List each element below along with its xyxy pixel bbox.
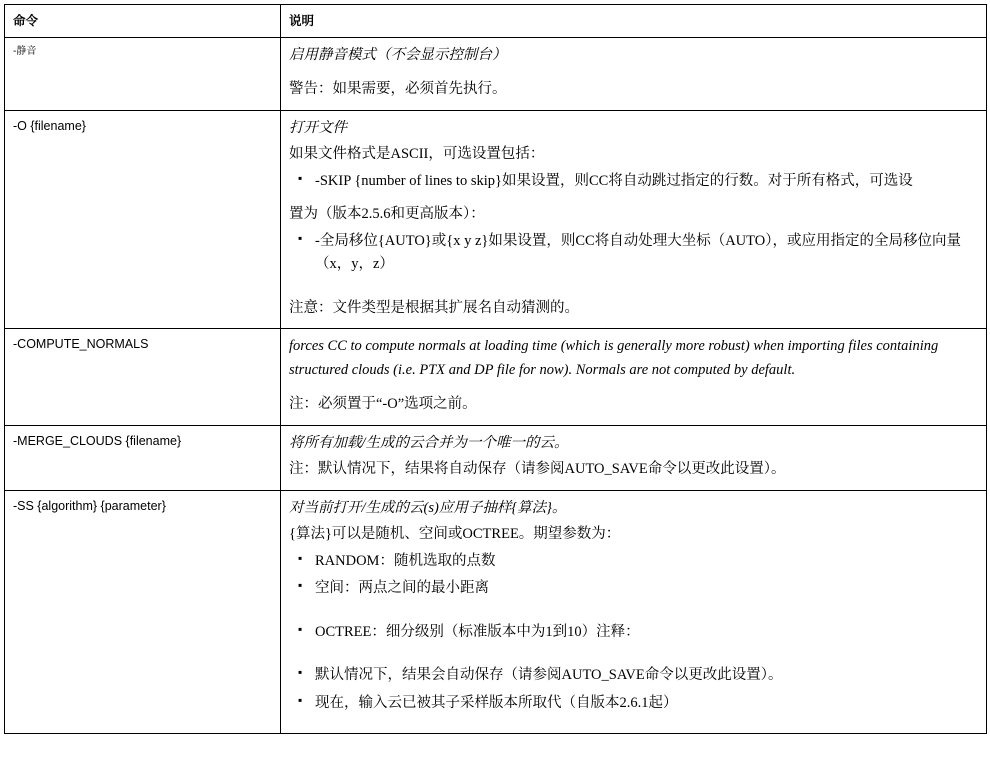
table-header-row (5, 5, 987, 38)
list-item: ▪ 现在，输入云已被其子采样版本所取代（自版本2.6.1起） (315, 692, 978, 715)
table-row (5, 490, 987, 733)
description-line: 打开文件 (289, 119, 347, 136)
description-line: 对当前打开/生成的云(s)应用子抽样{算法}。 (289, 499, 567, 516)
command-description (281, 329, 987, 425)
list-item: ▪ 默认情况下，结果会自动保存（请参阅AUTO_SAVE命令以更改此设置）。 (315, 664, 978, 687)
spacer (289, 654, 978, 664)
description-line: 将所有加载/生成的云合并为一个唯一的云。 (289, 434, 569, 451)
spacer (289, 287, 978, 297)
list-item: ▪ -SKIP {number of lines to skip}如果设置，则CC将自动跳过指定的行数。对于所有格式，可选设 (315, 170, 978, 193)
description-note: 注：默认情况下，结果将自动保存（请参阅AUTO_SAVE命令以更改此设置）。 (289, 461, 786, 478)
table-row (5, 329, 987, 425)
table-body (5, 38, 987, 734)
description-bullet-list (289, 170, 978, 193)
table-row (5, 425, 987, 490)
column-header-command: 命令 (5, 5, 281, 38)
description-line: 置为（版本2.5.6和更高版本）： (289, 206, 485, 223)
description-line: forces CC to compute normals at loading time (which is generally more robust) when importing files containing structured clouds (i.e. PTX and DP file for now). Normals are not computed by default. (289, 338, 939, 378)
command-reference-table (4, 4, 987, 734)
command-name: -O {filename} (5, 110, 281, 328)
command-name: -SS {algorithm} {parameter} (5, 490, 281, 733)
command-description (281, 490, 987, 733)
command-description (281, 38, 987, 111)
description-line: 启用静音模式（不会显示控制台） (289, 47, 507, 63)
description-bullet-list (289, 664, 978, 715)
description-note: 警告：如果需要，必须首先执行。 (289, 81, 507, 98)
description-bullet-list (289, 621, 978, 644)
list-item: ▪ 空间：两点之间的最小距离 (315, 577, 978, 600)
command-description (281, 110, 987, 328)
list-item: ▪ RANDOM：随机选取的点数 (315, 550, 978, 573)
description-note: 注意：文件类型是根据其扩展名自动猜测的。 (289, 299, 579, 316)
column-header-description: 说明 (281, 5, 987, 38)
command-name: -COMPUTE_NORMALS (5, 329, 281, 425)
table-row (5, 110, 987, 328)
description-note: 注：必须置于“-O”选项之前。 (289, 396, 477, 413)
spacer (289, 611, 978, 621)
command-name: -静音 (5, 38, 281, 111)
description-line: 如果文件格式是ASCII，可选设置包括： (289, 146, 545, 163)
description-bullet-list (289, 550, 978, 601)
table-header (5, 5, 987, 38)
table-row (5, 38, 987, 111)
description-bullet-list (289, 230, 978, 277)
list-item: ▪ -全局移位{AUTO}或{x y z}如果设置，则CC将自动处理大坐标（AUTO），或应用指定的全局移位向量（x，y，z） (315, 230, 978, 277)
description-line: {算法}可以是随机、空间或OCTREE。期望参数为： (289, 526, 621, 543)
command-description (281, 425, 987, 490)
list-item: ▪ OCTREE：细分级别（标准版本中为1到10）注释： (315, 621, 978, 644)
command-name: -MERGE_CLOUDS {filename} (5, 425, 281, 490)
